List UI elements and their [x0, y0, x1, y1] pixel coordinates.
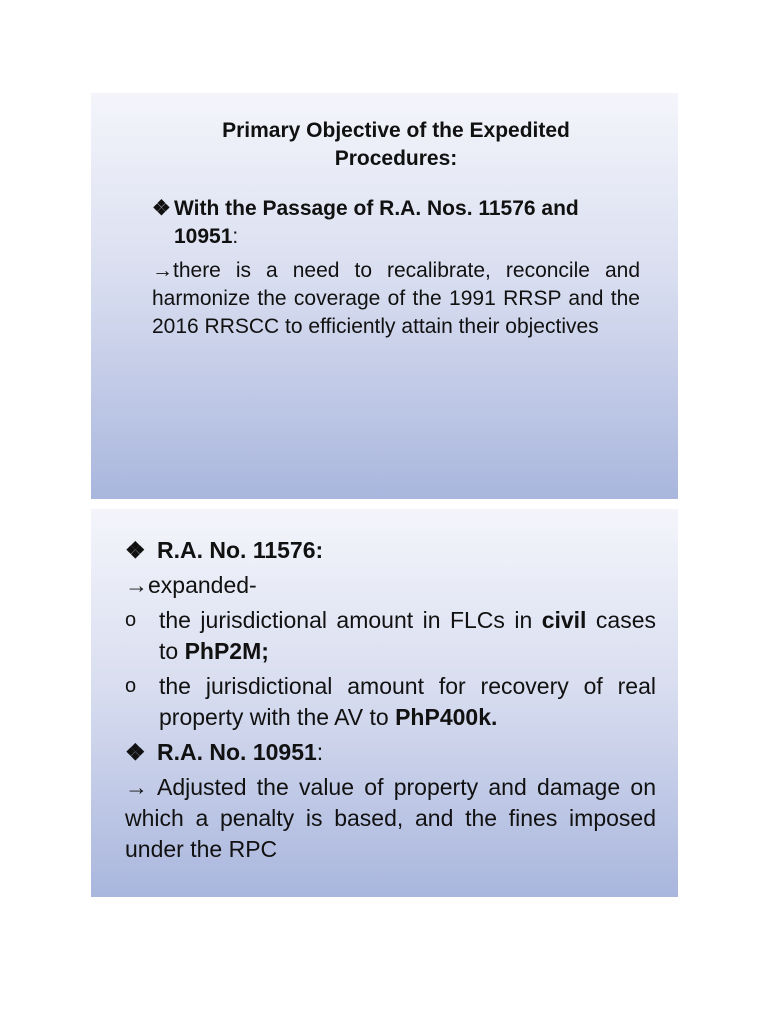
- circle-bullet-icon: o: [125, 609, 137, 631]
- heading-ra-10951-main: R.A. No. 10951: [157, 739, 317, 765]
- objective-body: [152, 257, 640, 341]
- diamond-bullet-icon: ❖: [125, 537, 146, 563]
- sub2-bold-amount: PhP400k.: [395, 704, 498, 730]
- adjusted-text: Adjusted the value of property and damage on which a penalty is based, and the fines imposed under the RPC: [125, 774, 656, 862]
- bullet-text-main: With the Passage of R.A. Nos. 11576 and 10951: [174, 197, 579, 248]
- expanded-text: expanded-: [148, 572, 257, 598]
- slide-primary-objective: [91, 93, 678, 499]
- arrow-icon: →: [125, 572, 148, 598]
- arrow-icon: →: [152, 259, 173, 282]
- bullet-colon: :: [232, 225, 239, 248]
- objective-text: there is a need to recalibrate, reconcile and harmonize the coverage of the 1991 RRSP and the 2016 RRSCC to efficiently attain their objectives: [152, 259, 640, 338]
- sub-item-real-property-text: [159, 671, 656, 733]
- slide-title: Primary Objective of the Expedited Procedures:: [222, 119, 570, 170]
- slide-ra-details: [91, 509, 678, 897]
- circle-bullet-icon: o: [125, 675, 137, 697]
- bullet-passage: [152, 195, 640, 251]
- sub-item-real-property: [125, 671, 656, 733]
- heading-ra-10951-colon: :: [316, 739, 324, 765]
- diamond-bullet-icon: ❖: [152, 197, 171, 220]
- sub1-mid: cases to: [159, 607, 656, 664]
- sub1-bold-amount: PhP2M;: [184, 638, 269, 664]
- heading-ra-10951: [125, 737, 656, 768]
- expanded-line: [125, 570, 656, 601]
- arrow-icon: →: [125, 774, 148, 800]
- adjusted-text-block: [125, 772, 656, 865]
- sub1-bold-civil: civil: [541, 607, 587, 633]
- sub-item-civil: [125, 605, 656, 667]
- diamond-bullet-icon: ❖: [125, 739, 146, 765]
- sub-item-civil-text: [159, 605, 656, 667]
- heading-ra-11576: [125, 535, 656, 566]
- heading-ra-11576-text: R.A. No. 11576:: [157, 537, 324, 563]
- sub1-pre: the jurisdictional amount in FLCs in: [159, 607, 542, 633]
- sub2-pre: the jurisdictional amount for recovery of real property with the AV to: [159, 673, 656, 730]
- heading-ra-10951-text: [157, 737, 323, 768]
- bullet-text: [174, 195, 640, 251]
